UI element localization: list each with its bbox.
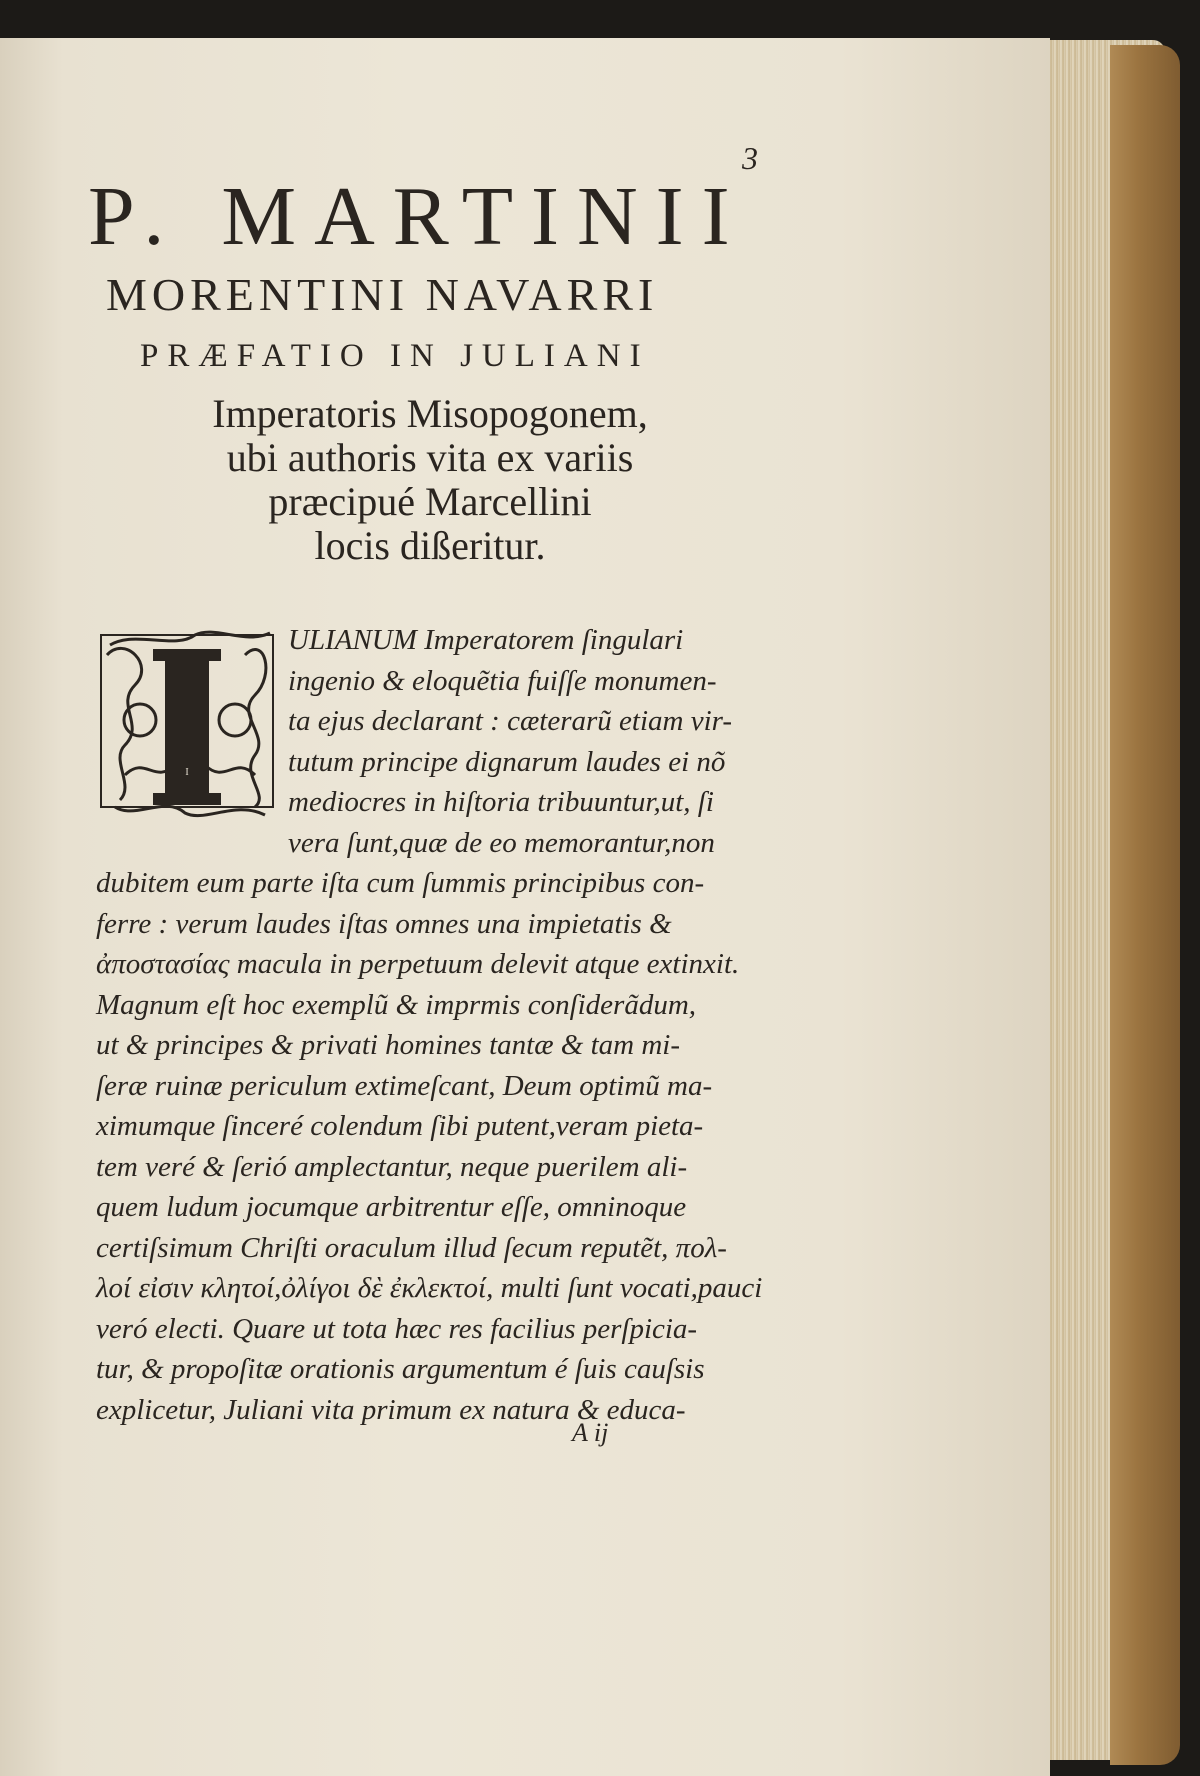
text-line: λοί εἰσιν κλητοί,ὀλίγοι δὲ ἐκλεκτοί, multi ſunt vocati,pauci: [96, 1272, 763, 1304]
text-line: ut & principes & privati homines tantæ & tam mi-: [96, 1029, 681, 1061]
title-line-3: PRÆFATIO IN JULIANI: [140, 338, 650, 374]
text-line: ximumque ſinceré colendum ſibi putent,veram pieta-: [96, 1110, 704, 1142]
text-line: ta ejus declarant : cæterarũ etiam vir-: [288, 705, 733, 737]
text-line: vera ſunt,quæ de eo memorantur,non: [288, 826, 715, 859]
text-line: ἀποστασίας macula in perpetuum delevit atque extinxit.: [96, 948, 740, 980]
text-line: dubitem eum parte iſta cum ſummis principibus con-: [96, 867, 705, 899]
signature-mark: A ij: [572, 1418, 609, 1447]
text-line: mediocres in hiſtoria tribuuntur,ut, ſi: [288, 786, 714, 818]
page-number: 3: [742, 140, 758, 176]
subtitle: [110, 392, 750, 568]
subtitle-line: præcipué Marcellini: [268, 479, 592, 524]
text-line: tutum principe dignarum laudes ei nõ: [288, 745, 726, 778]
book-cover: [1110, 45, 1180, 1765]
text-line: tur, & propoſitæ orationis argumentum é ſuis cauſsis: [96, 1353, 705, 1385]
title-line-1: P. MARTINII: [88, 170, 748, 263]
text-line: ferre : verum laudes iſtas omnes una impietatis &: [96, 907, 672, 940]
subtitle-line: Imperatoris Misopogonem,: [212, 391, 648, 436]
drop-cap-letter: I: [185, 767, 189, 778]
text-line: certiſsimum Chriſti oraculum illud ſecum reputẽt, πολ-: [96, 1231, 727, 1264]
text-line: veró electi. Quare ut tota hæc res facilius perſpicia-: [96, 1312, 698, 1345]
title-line-2: MORENTINI NAVARRI: [106, 269, 659, 320]
text-line: Magnum eſt hoc exemplũ & imprmis conſiderãdum,: [96, 988, 697, 1021]
body-text: [96, 620, 766, 1430]
text-line: explicetur, Juliani vita primum ex natura & educa-: [96, 1393, 686, 1426]
text-line: ULIANUM Imperatorem ſingulari: [288, 624, 684, 656]
subtitle-line: locis dißeritur.: [314, 523, 546, 568]
text-line: quem ludum jocumque arbitrentur eſſe, omninoque: [96, 1191, 687, 1223]
text-line: ingenio & eloquẽtia fuiſſe monumen-: [288, 664, 717, 697]
subtitle-line: ubi authoris vita ex variis: [226, 435, 634, 480]
text-line: tem veré & ſerió amplectantur, neque puerilem ali-: [96, 1150, 688, 1183]
text-line: ſeræ ruinæ periculum extimeſcant, Deum optimũ ma-: [96, 1069, 713, 1102]
